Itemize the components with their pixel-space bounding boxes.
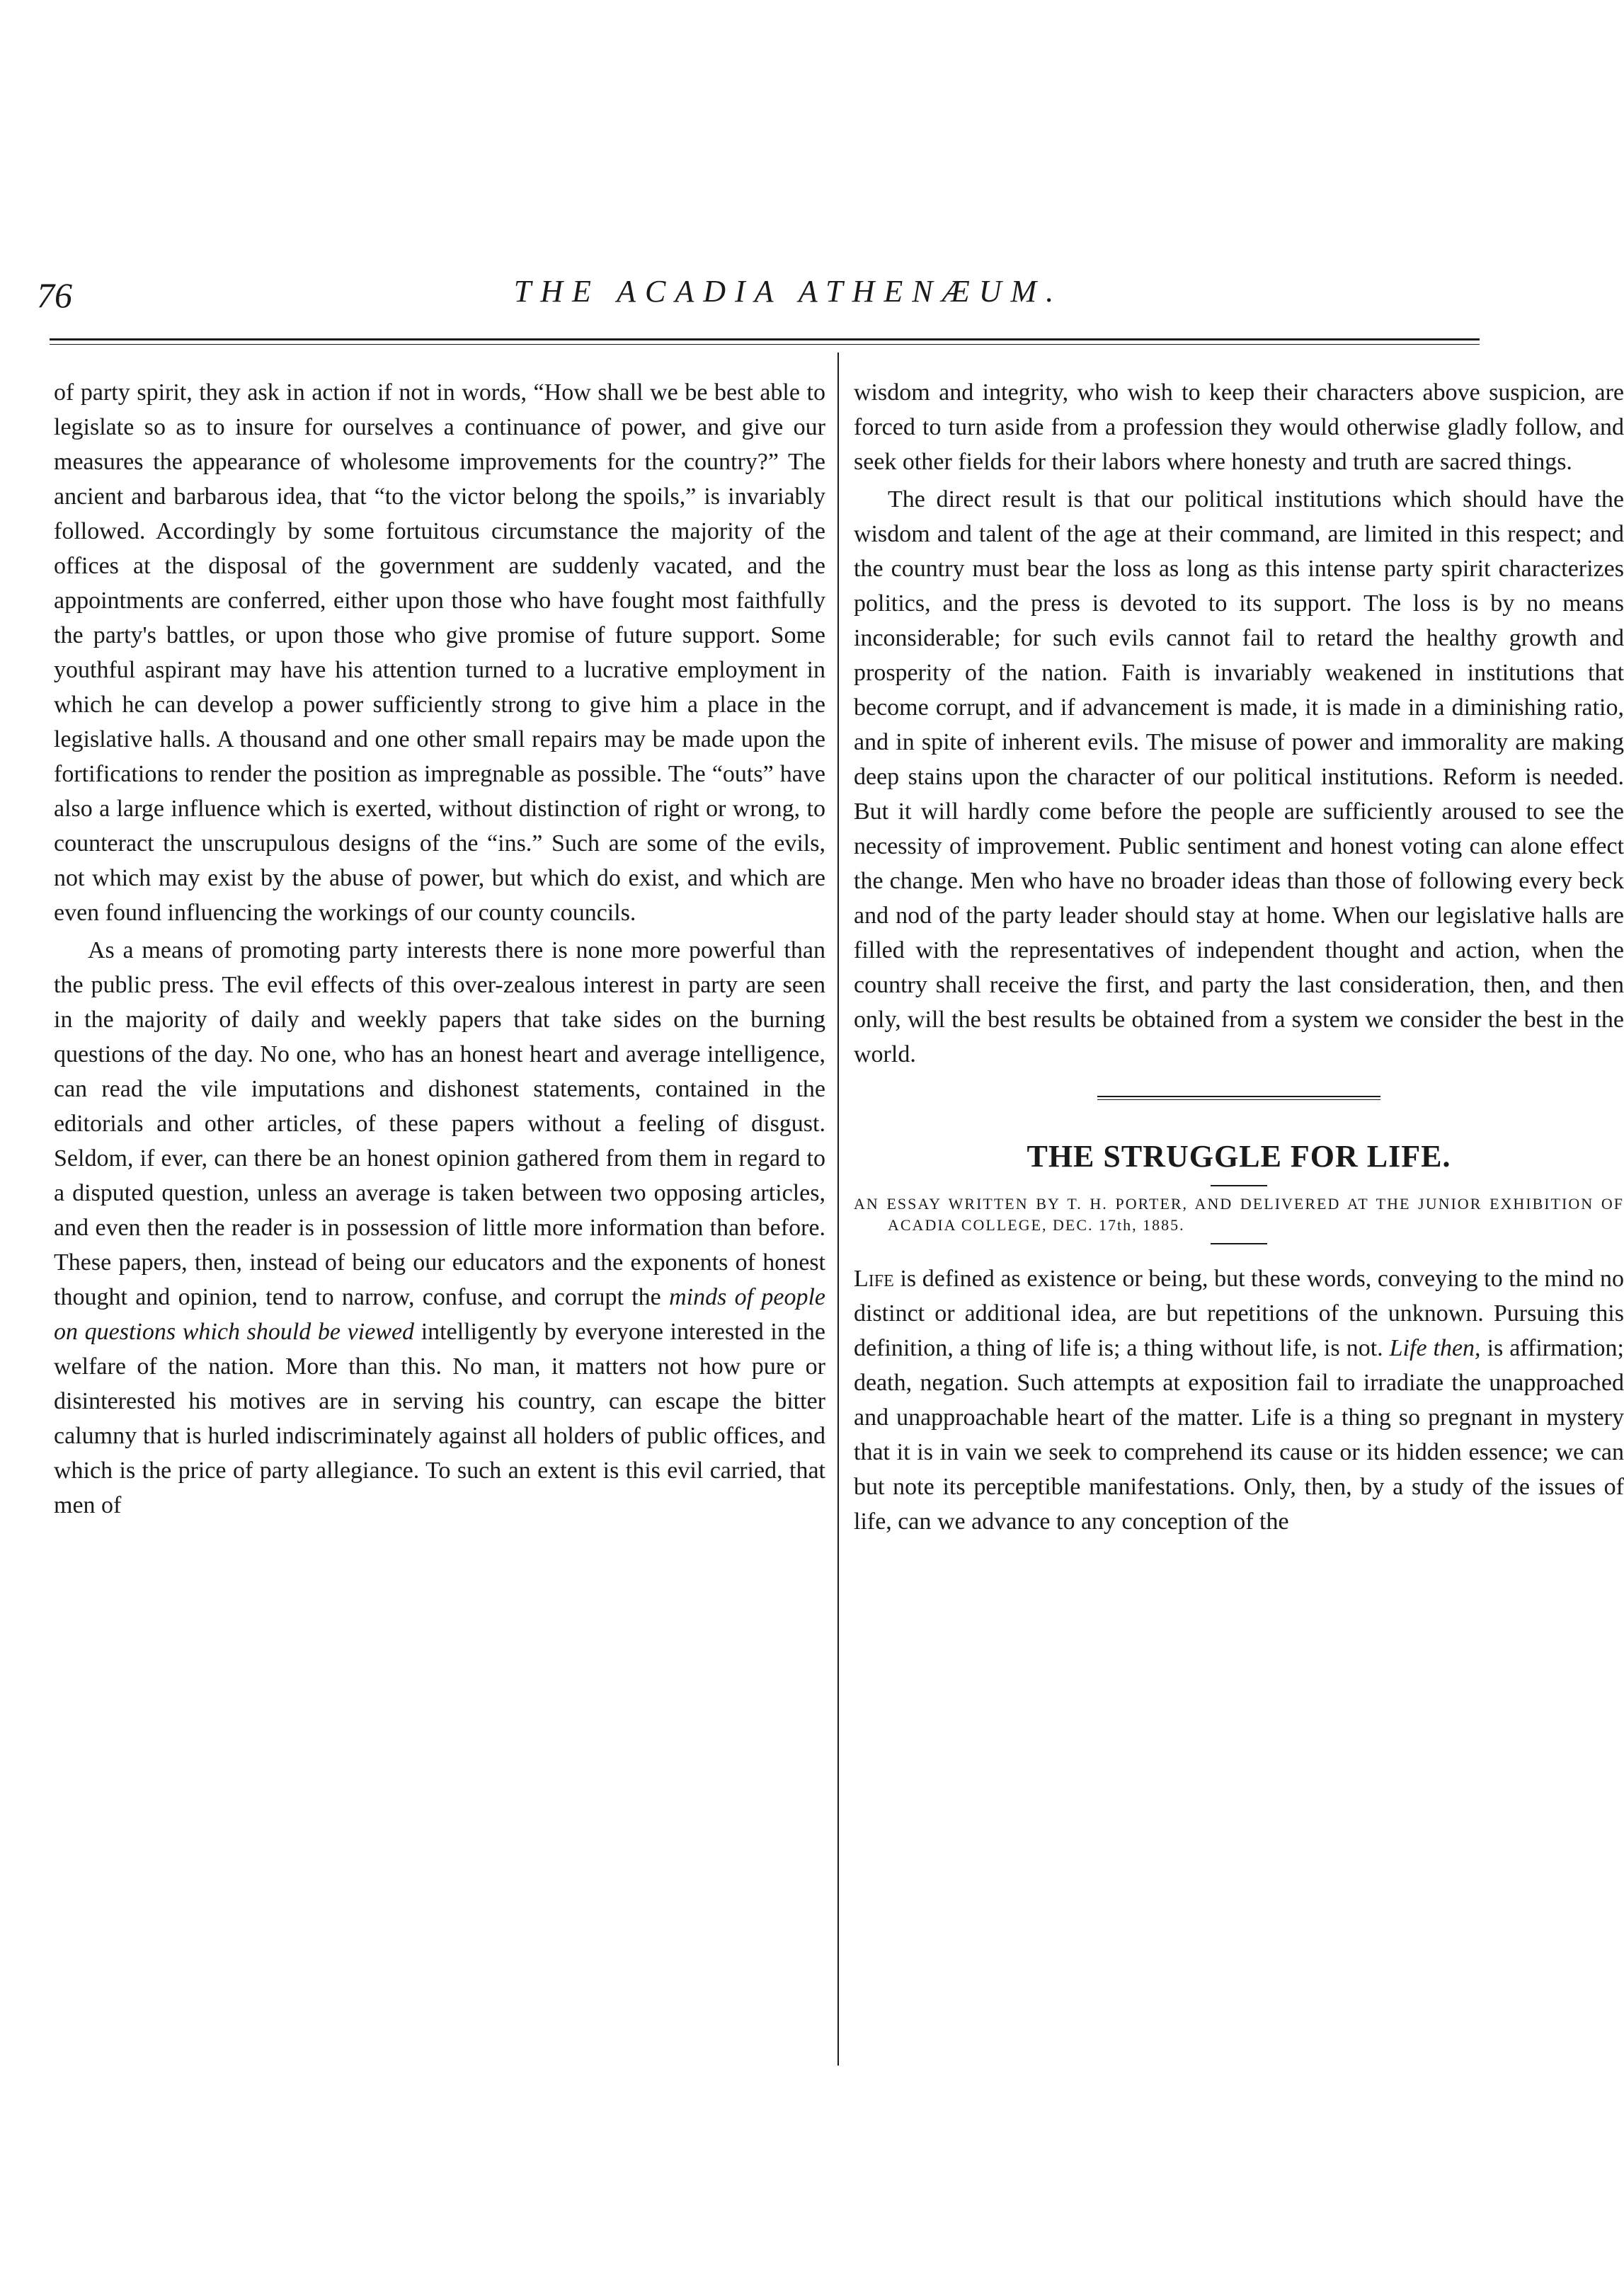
header-rule (50, 338, 1480, 345)
essay-byline: AN ESSAY WRITTEN BY T. H. PORTER, AND DELIVERED AT THE JUNIOR EXHIBITION OF ACADIA COLLEGE, DEC. 17th, 1885. (854, 1195, 1624, 1234)
left-paragraph-2-text-a: As a means of promoting party interests there is none more powerful than the public press. The evil effects of this over-zealous interest in party are seen in the majority of daily and weekly papers that take sides on the burning questions of the day. No one, who has an honest heart and average intelligence, can read the vile imputations and dishonest statements, contained in the editorials and other articles, of these papers without a feeling of disgust. Seldom, if ever, can there be an honest opinion gathered from them in regard to a disputed question, unless an average is taken between two opposing articles, and even then the reader is in possession of little more information than before. These papers, then, instead of being our educators and the exponents of honest thought and opinion, tend to narrow, confuse, and corrupt the (54, 937, 825, 1310)
byline-rule (1211, 1243, 1267, 1244)
left-paragraph-2-text-b: intelligently by everyone interested in the welfare of the nation. More than this. No man, it matters not how pure or disinterested his motives are in serving his country, can escape the bitter calumny that is hurled indiscriminately against all holders of public offices, and which is the price of party allegiance. To such an extent is this evil carried, that men of (54, 1319, 825, 1518)
right-paragraph-2: The direct result is that our political institutions which should have the wisdom and talent of the age at their command, are limited in this respect; and the country must bear the loss as long as this intense party spirit characterizes politics, and the press is devoted to its support. The loss is by no means inconsiderable; for such evils cannot fail to retard the healthy growth and prosperity of the nation. Faith is invariably weakened in institutions that become corrupt, and if advancement is made, it is made in a diminishing ratio, and in spite of inherent evils. The misuse of power and immorality are making deep stains upon the character of our political institutions. Reform is needed. But it will hardly come before the people are sufficiently aroused to see the necessity of improvement. Public sentiment and honest voting can alone effect the change. Men who have no broader ideas than those of following every beck and nod of the party leader should stay at home. When our legislative halls are filled with the representatives of independent thought and action, when the country shall receive the first, and party the last consideration, then, and then only, will the best results be obtained from a system we consider the best in the world. (854, 486, 1624, 1067)
left-paragraph-2 (54, 933, 825, 1523)
column-divider (837, 353, 839, 2066)
left-column (54, 375, 825, 1523)
section-divider (1097, 1096, 1380, 1100)
left-paragraph-2-italic: minds of people on questions which should be viewed (54, 1284, 825, 1345)
essay-opening-word: Life (854, 1266, 894, 1292)
essay-paragraph-1 (854, 1261, 1624, 1539)
left-paragraph-1: of party spirit, they ask in action if not in words, “How shall we be best able to legislate so as to insure for ourselves a continuance of power, and give our measures the appearance of wholesome improvements for the country?” The ancient and barbarous idea, that “to the victor belong the spoils,” is invariably followed. Accordingly by some fortuitous circumstance the majority of the offices at the disposal of the government are suddenly vacated, and the appointments are conferred, either upon those who have fought most faithfully the party's battles, or upon those who give promise of future support. Some youthful aspirant may have his attention turned to a lucrative employment in which he can develop a power sufficiently strong to give him a place in the legislative halls. A thousand and one other small repairs may be made upon the fortifications to render the position as impregnable as possible. The “outs” have also a large influence which is exerted, without distinction of right or wrong, to counteract the unscrupulous designs of the “ins.” Such are some of the evils, not which may exist by the abuse of power, but which do exist, and which are even found influencing the workings of our county councils. (54, 379, 825, 926)
essay-paragraph-1-text-b: is affirmation; death, negation. Such attempts at exposition fail to irradiate the unapproached and unapproachable heart of the matter. Life is a thing so pregnant in mystery that it is in vain we seek to comprehend its cause or its hidden essence; we can but note its perceptible manifestations. Only, then, by a study of the issues of life, can we advance to any conception of the (854, 1335, 1624, 1535)
essay-title: THE STRUGGLE FOR LIFE. (1027, 1139, 1451, 1174)
right-column (854, 375, 1624, 1539)
right-paragraph-1: wisdom and integrity, who wish to keep their characters above suspicion, are forced to turn aside from a profession they would otherwise gladly follow, and seek other fields for their labors where honesty and truth are sacred things. (854, 379, 1624, 475)
essay-paragraph-1-italic: Life then, (1389, 1335, 1481, 1361)
running-head: THE ACADIA ATHENÆUM. (513, 274, 1063, 309)
essay-paragraph-1-text-a: is defined as existence or being, but these words, conveying to the mind no distinct or additional idea, are but repetitions of the unknown. Pursuing this definition, a thing of life is; a thing without life, is not. (854, 1266, 1624, 1361)
page-number: 76 (37, 275, 72, 315)
title-rule (1211, 1185, 1267, 1186)
